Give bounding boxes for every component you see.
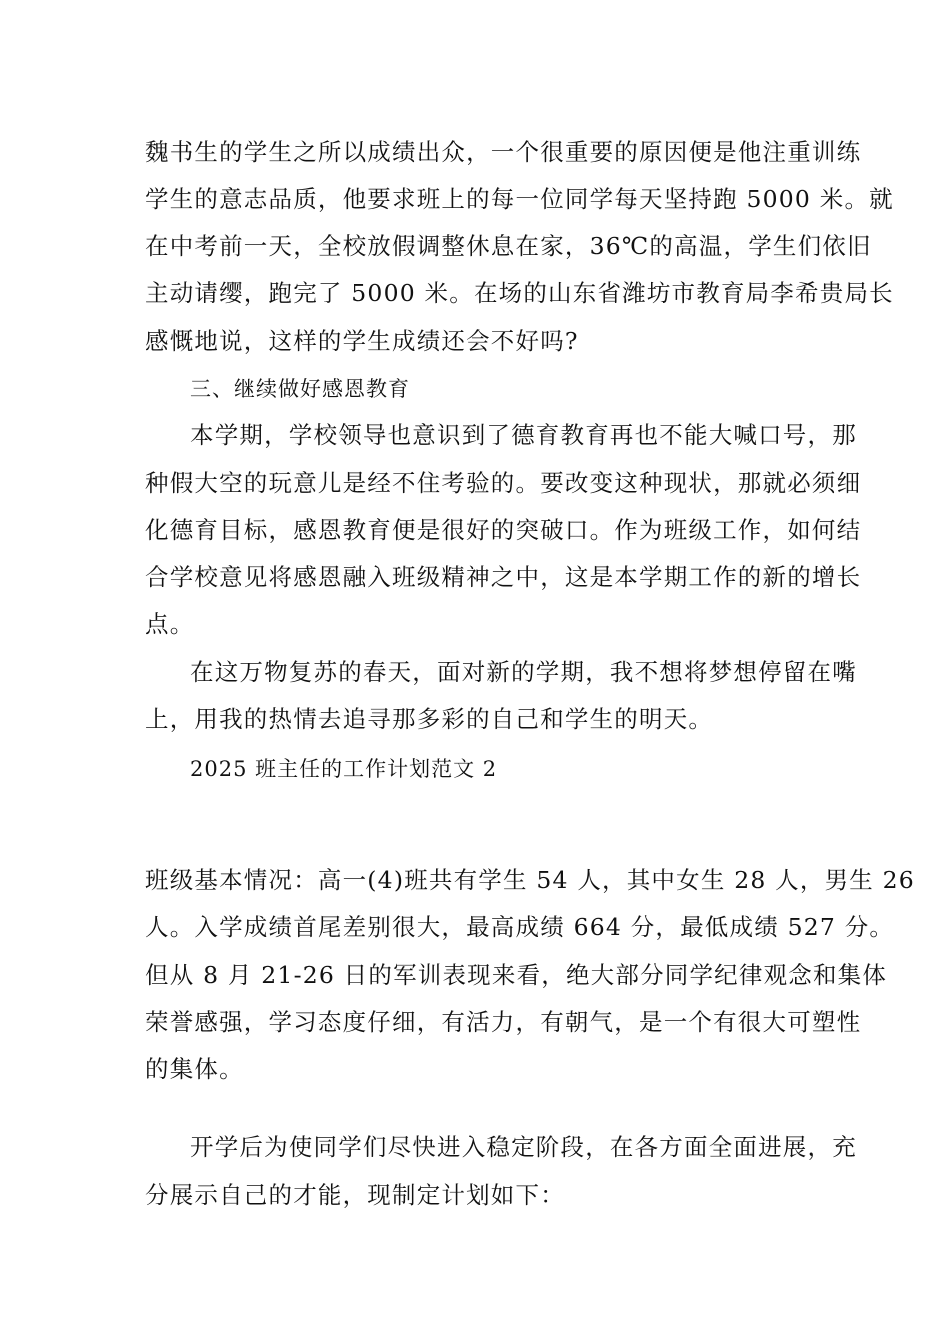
paragraph-line: 种假大空的玩意儿是经不住考验的。要改变这种现状，那就必须细 xyxy=(145,469,862,497)
paragraph-line: 分展示自己的才能，现制定计划如下： xyxy=(145,1181,565,1209)
paragraph-line: 魏书生的学生之所以成绩出众，一个很重要的原因便是他注重训练 xyxy=(145,138,862,166)
paragraph-line: 感慨地说，这样的学生成绩还会不好吗? xyxy=(145,327,579,355)
paragraph-line: 学生的意志品质，他要求班上的每一位同学每天坚持跑 5000 米。就 xyxy=(145,185,894,213)
paragraph-line: 班级基本情况：高一(4)班共有学生 54 人，其中女生 28 人，男生 26 xyxy=(145,866,915,894)
paragraph-line: 在这万物复苏的春天，面对新的学期，我不想将梦想停留在嘴 xyxy=(190,658,857,686)
paragraph-line: 的集体。 xyxy=(145,1055,244,1083)
paragraph-line: 主动请缨，跑完了 5000 米。在场的山东省潍坊市教育局李希贵局长 xyxy=(145,279,894,307)
document-section-title: 2025 班主任的工作计划范文 2 xyxy=(190,757,498,781)
paragraph-line: 开学后为使同学们尽快进入稳定阶段，在各方面全面进展，充 xyxy=(190,1133,857,1161)
paragraph-line: 化德育目标，感恩教育便是很好的突破口。作为班级工作，如何结 xyxy=(145,516,862,544)
paragraph-line: 本学期，学校领导也意识到了德育教育再也不能大喊口号，那 xyxy=(190,421,857,449)
paragraph-line: 但从 8 月 21-26 日的军训表现来看，绝大部分同学纪律观念和集体 xyxy=(145,961,888,989)
paragraph-line: 点。 xyxy=(145,610,195,638)
paragraph-line: 荣誉感强，学习态度仔细，有活力，有朝气，是一个有很大可塑性 xyxy=(145,1008,862,1036)
paragraph-line: 人。入学成绩首尾差别很大，最高成绩 664 分，最低成绩 527 分。 xyxy=(145,913,895,941)
section-heading: 三、继续做好感恩教育 xyxy=(190,377,410,401)
paragraph-line: 在中考前一天，全校放假调整休息在家，36℃的高温，学生们依旧 xyxy=(145,232,872,260)
paragraph-line: 合学校意见将感恩融入班级精神之中，这是本学期工作的新的增长 xyxy=(145,563,862,591)
paragraph-line: 上，用我的热情去追寻那多彩的自己和学生的明天。 xyxy=(145,705,714,733)
